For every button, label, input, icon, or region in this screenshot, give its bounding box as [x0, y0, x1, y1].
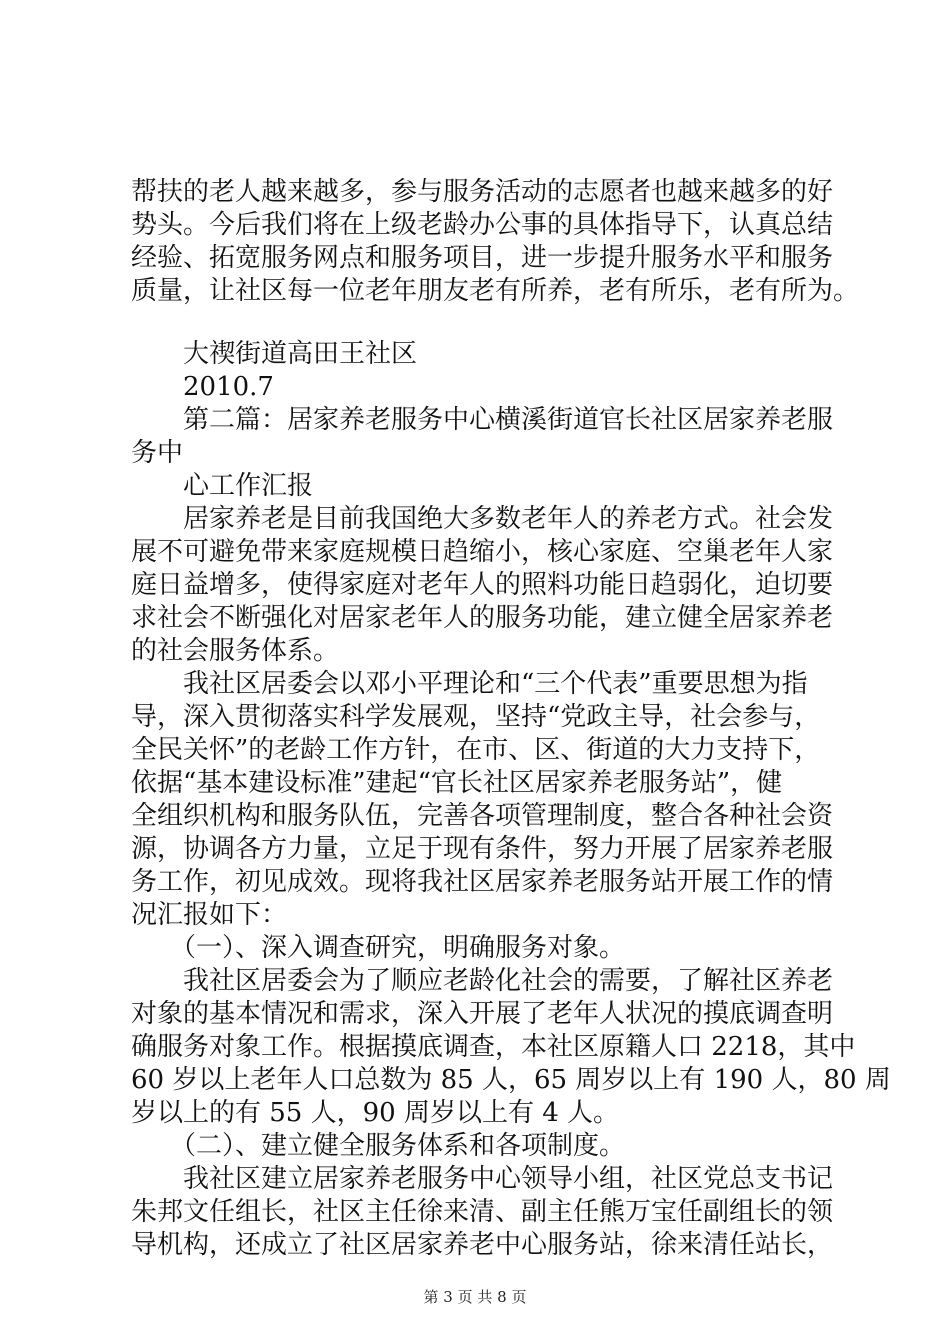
text-line: 帮扶的老人越来越多，参与服务活动的志愿者也越来越多的好	[131, 177, 834, 207]
page-footer: 第 3 页 共 8 页	[423, 1288, 527, 1306]
subheading: （二）、建立健全服务体系和各项制度。	[131, 1131, 626, 1161]
text-line: 务工作，初见成效。现将我社区居家养老服务站开展工作的情	[131, 867, 834, 897]
text-line: 居家养老是目前我国绝大多数老年人的养老方式。社会发	[131, 504, 834, 534]
text-line: 朱邦文任组长，社区主任徐来清、副主任熊万宝任副组长的领	[131, 1197, 834, 1227]
text-line: 经验、拓宽服务网点和服务项目，进一步提升服务水平和服务	[131, 243, 834, 273]
text-line: 势头。今后我们将在上级老龄办公事的具体指导下，认真总结	[131, 210, 834, 240]
text-line: 全民关怀”的老龄工作方针，在市、区、街道的大力支持下，	[131, 735, 821, 765]
text-line: 源，协调各方力量，立足于现有条件，努力开展了居家养老服	[131, 834, 834, 864]
text-line: 导机构，还成立了社区居家养老中心服务站，徐来清任站长，	[131, 1230, 834, 1260]
section-heading: 心工作汇报	[131, 471, 314, 501]
signature-org: 大禊街道高田王社区	[131, 339, 418, 369]
text-line: 我社区建立居家养老服务中心领导小组，社区党总支书记	[131, 1164, 834, 1194]
text-line: 的社会服务体系。	[131, 636, 340, 666]
text-line: 确服务对象工作。根据摸底调查，本社区原籍人口 2218，其中	[131, 1032, 856, 1062]
section-heading: 务中	[131, 438, 184, 468]
text-line: 对象的基本情况和需求，深入开展了老年人状况的摸底调查明	[131, 999, 834, 1029]
text-line: 质量，让社区每一位老年朋友老有所养，老有所乐，老有所为。	[131, 276, 860, 306]
text-line: 60 岁以上老年人口总数为 85 人，65 周岁以上有 190 人，80 周	[131, 1065, 891, 1095]
paragraph-gap	[131, 308, 831, 338]
text-line: 展不可避免带来家庭规模日趋缩小，核心家庭、空巢老年人家	[131, 537, 834, 567]
text-line: 我社区居委会以邓小平理论和“三个代表”重要思想为指	[131, 669, 808, 699]
text-line: 庭日益增多，使得家庭对老年人的照料功能日趋弱化，迫切要	[131, 570, 834, 600]
text-line: 岁以上的有 55 人，90 周岁以上有 4 人。	[131, 1098, 620, 1128]
text-line: 求社会不断强化对居家老年人的服务功能，建立健全居家养老	[131, 603, 834, 633]
text-line: 况汇报如下：	[131, 900, 288, 930]
document-body	[131, 176, 891, 1262]
text-line: 依据“基本建设标准”建起“官长社区居家养老服务站”，健	[131, 768, 783, 798]
text-line: 全组织机构和服务队伍，完善各项管理制度，整合各种社会资	[131, 801, 834, 831]
signature-date: 2010.7	[131, 372, 274, 402]
text-line: 导，深入贯彻落实科学发展观，坚持“党政主导，社会参与，	[131, 702, 821, 732]
text-line: 我社区居委会为了顺应老龄化社会的需要，了解社区养老	[131, 966, 834, 996]
subheading: （一）、深入调查研究，明确服务对象。	[131, 933, 626, 963]
section-heading: 第二篇：居家养老服务中心横溪街道官长社区居家养老服	[131, 405, 834, 435]
